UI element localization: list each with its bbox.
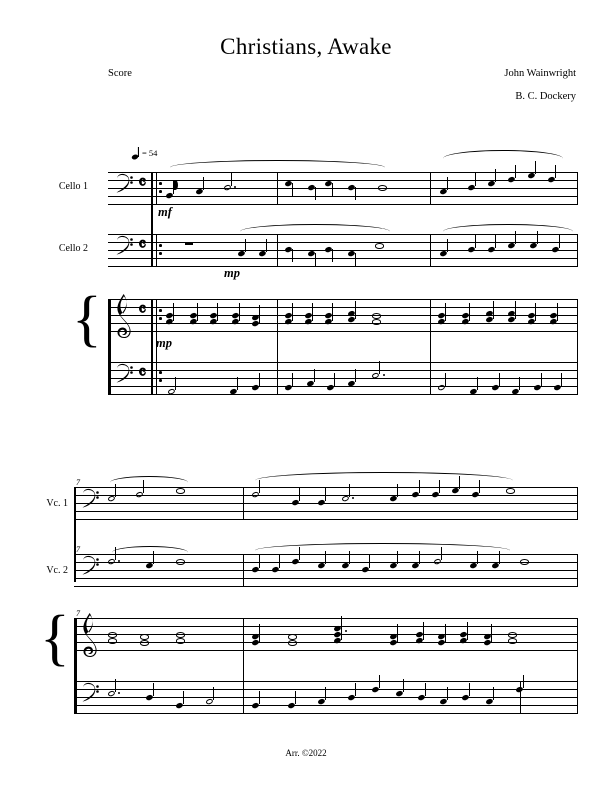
dynamic-mf-cello-1: mf [158, 205, 172, 219]
instrument-label-cello-1: Cello 1 [58, 181, 88, 192]
notehead [378, 185, 387, 191]
slur [255, 543, 510, 558]
bass-clef-icon [80, 682, 102, 708]
bass-clef-icon [114, 173, 136, 199]
slur [110, 476, 188, 489]
time-signature-c2: 𝄴 [138, 235, 147, 256]
piano-brace: { [72, 285, 102, 353]
slur [255, 472, 513, 489]
time-signature-piano-bass: 𝄴 [138, 363, 147, 384]
page-title: Christians, Awake [220, 34, 392, 59]
piano-brace: { [40, 604, 70, 672]
bass-clef-icon [114, 235, 136, 261]
treble-clef-icon [114, 293, 134, 339]
slur [112, 546, 188, 559]
staff-cello-1 [108, 172, 578, 204]
bass-clef-icon [80, 488, 102, 514]
time-signature-c1: 𝄴 [138, 173, 147, 194]
half-rest [185, 242, 193, 245]
instrument-label-vc-1: Vc. 1 [46, 498, 68, 509]
measure-number-vc2: 7 [76, 545, 80, 554]
bass-clef-icon [80, 555, 102, 581]
composer-name: John Wainwright [504, 68, 576, 79]
slur [240, 224, 390, 239]
slur [170, 160, 385, 175]
staff-piano-treble-2 [74, 618, 578, 650]
treble-clef-icon [80, 612, 100, 658]
copyright-footer: Arr. ©2022 [285, 748, 327, 758]
slur [443, 224, 573, 239]
measure-number-vc1: 7 [76, 478, 80, 487]
tempo-marking: = 54 [142, 148, 158, 158]
measure-number-piano: 7 [76, 609, 80, 618]
instrument-label-cello-2: Cello 2 [58, 243, 88, 254]
dynamic-mp-piano: mp [156, 336, 172, 350]
slur [443, 150, 563, 167]
staff-vc-1 [74, 487, 578, 519]
instrument-label-vc-2: Vc. 2 [46, 565, 68, 576]
quarter-note-icon [131, 146, 143, 160]
staff-piano-bass-1 [108, 362, 578, 394]
notehead [375, 243, 384, 249]
dynamic-mp-cello-2: mp [224, 266, 240, 280]
score-label: Score [108, 68, 132, 79]
bass-clef-icon [114, 363, 136, 389]
time-signature-piano-treble: 𝄴 [138, 300, 147, 321]
arranger-name: B. C. Dockery [515, 91, 576, 102]
